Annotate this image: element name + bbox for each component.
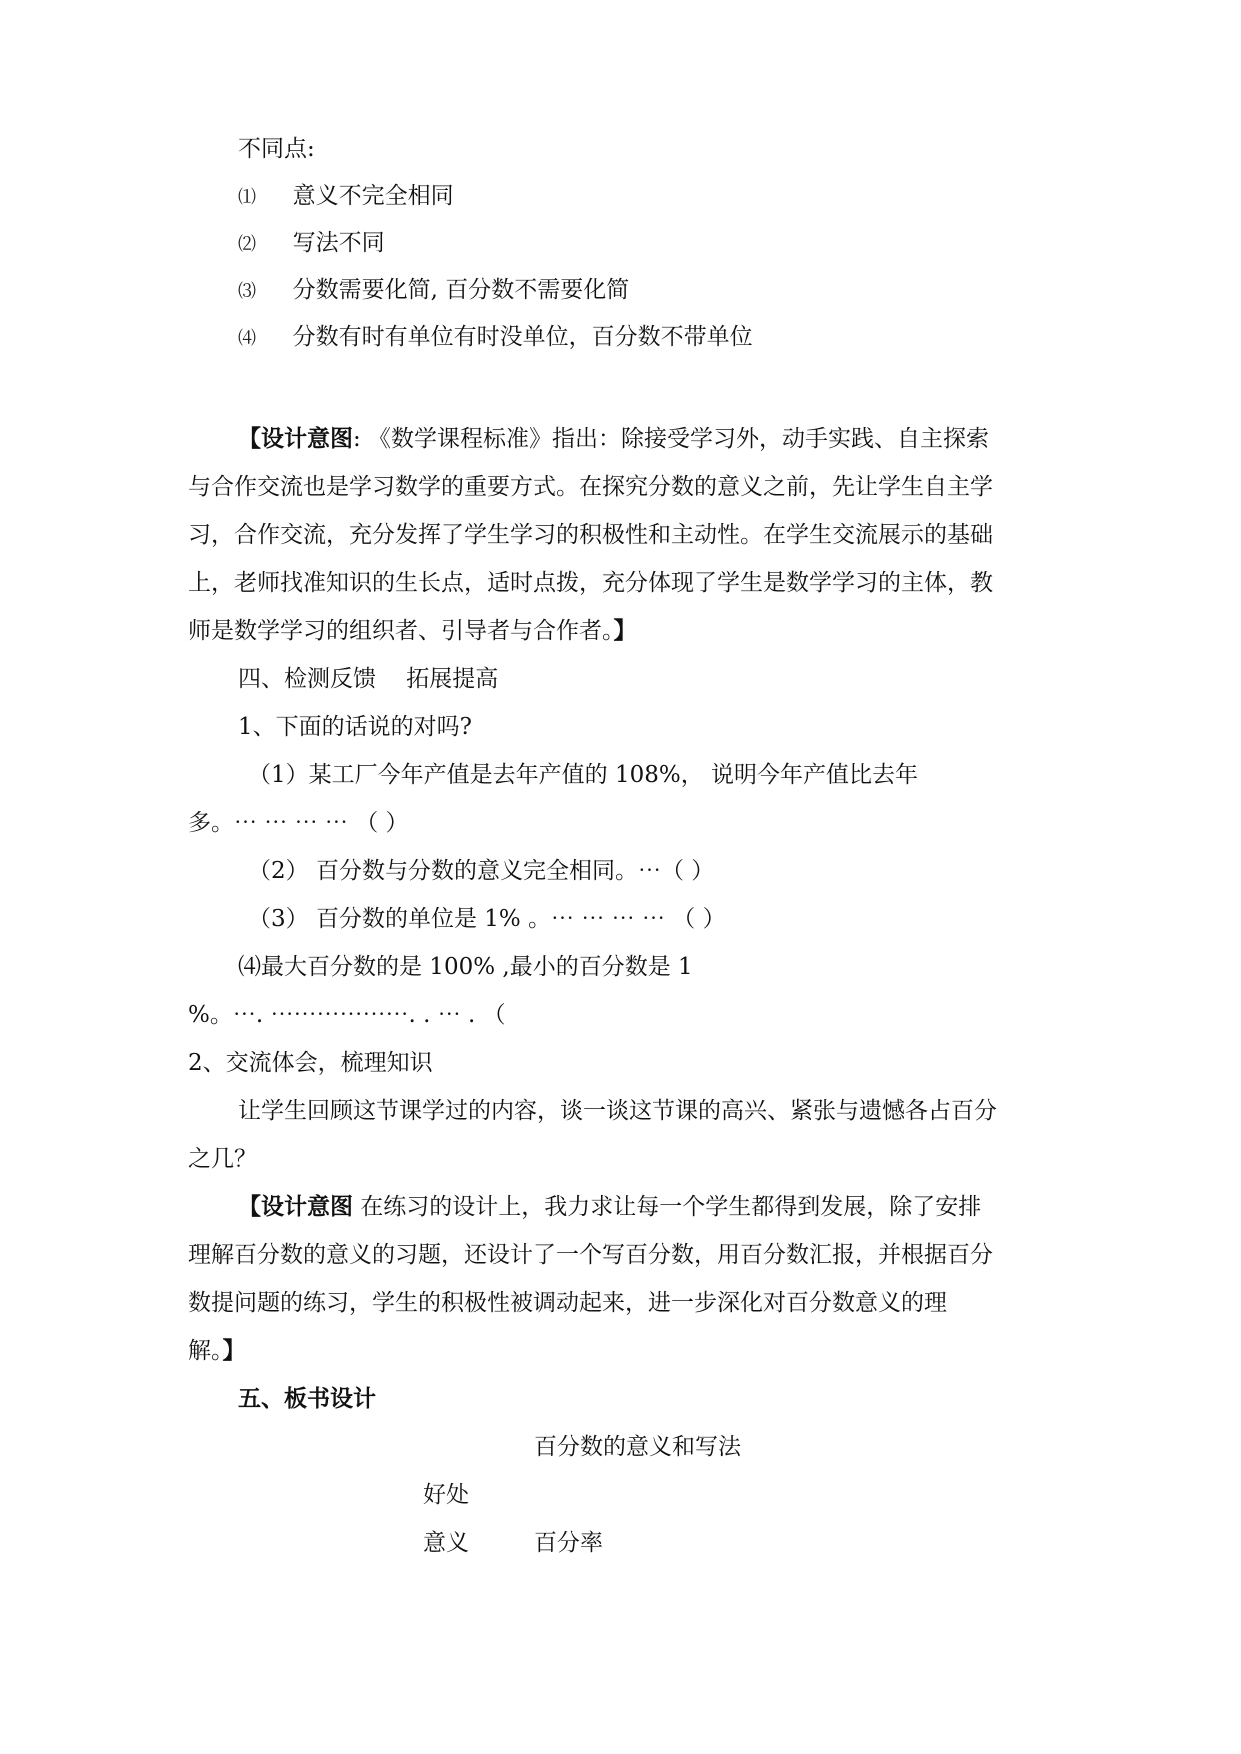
design1-close: 】 [613, 617, 637, 644]
q1a-line-2: 多。⋯ ⋯ ⋯ ⋯ （ ） [188, 810, 409, 836]
q2-line-1: 让学生回顾这节课学过的内容，谈一谈这节课的高兴、紧张与遗憾各占百分 [238, 1098, 997, 1124]
board-title: 百分数的意义和写法 [534, 1434, 741, 1460]
section5-title: 五、板书设计 [238, 1385, 376, 1412]
design2-close: 】 [222, 1337, 246, 1364]
diff-item-1-num: ⑴ [238, 187, 256, 208]
design2-text-1: 在练习的设计上，我力求让每一个学生都得到发展，除了安排 [353, 1194, 982, 1220]
design2-line-1 [238, 1192, 981, 1222]
design2-line-3: 数提问题的练习，学生的积极性被调动起来，进一步深化对百分数意义的理 [188, 1290, 947, 1316]
q2-line-2: 之几？ [188, 1146, 257, 1172]
diff-item-3-num: ⑶ [238, 281, 256, 302]
q1d-line-1: ⑷最大百分数的是 100% ,最小的百分数是 1 [238, 954, 693, 980]
diff-item-2-text: 写法不同 [292, 230, 385, 256]
design1-text-1: : 《数学课程标准》指出：除接受学习外，动手实践、自主探索 [353, 426, 990, 452]
diff-item-2-num: ⑵ [238, 234, 256, 255]
design1-line-3: 习，合作交流，充分发挥了学生学习的积极性和主动性。在学生交流展示的基础 [188, 522, 993, 548]
design2-line-2: 理解百分数的意义的习题，还设计了一个写百分数，用百分数汇报，并根据百分 [188, 1242, 993, 1268]
diff-item-3-text: 分数需要化简, 百分数不需要化简 [292, 277, 630, 303]
diff-item-1 [238, 181, 454, 211]
board-item-benefit: 好处 [423, 1482, 469, 1508]
q1d-line-2: %。⋯. ⋯⋯⋯⋯⋯⋯. . ⋯ . （ [188, 1002, 506, 1028]
design1-text-5: 师是数学学习的组织者、引导者与合作者。 [188, 618, 614, 644]
design2-label: 【设计意图 [238, 1193, 353, 1220]
diff-item-4-num: ⑷ [238, 328, 256, 349]
q2-title: 2、交流体会，梳理知识 [188, 1050, 433, 1076]
diff-item-4 [238, 322, 753, 352]
q1-title: 1、下面的话说的对吗? [238, 714, 472, 740]
diff-item-4-text: 分数有时有单位有时没单位，百分数不带单位 [292, 324, 753, 350]
diff-item-3 [238, 275, 629, 305]
q1c: （3） 百分数的单位是 1% 。⋯ ⋯ ⋯ ⋯ （ ） [248, 906, 726, 932]
diff-heading: 不同点: [238, 136, 315, 162]
board-item-meaning: 意义 [423, 1530, 469, 1556]
board-item-rate: 百分率 [534, 1530, 603, 1556]
section4-title: 四、检测反馈 拓展提高 [238, 666, 499, 692]
design1-line-4: 上，老师找准知识的生长点，适时点拨，充分体现了学生是数学学习的主体，教 [188, 570, 993, 596]
diff-item-1-text: 意义不完全相同 [292, 183, 454, 209]
design2-line-4 [188, 1336, 246, 1366]
diff-item-2 [238, 228, 385, 258]
design1-line-2: 与合作交流也是学习数学的重要方式。在探究分数的意义之前，先让学生自主学 [188, 474, 993, 500]
q1b: （2） 百分数与分数的意义完全相同。⋯（ ） [248, 858, 715, 884]
design1-label: 【设计意图 [238, 425, 353, 452]
q1a-line-1: （1）某工厂今年产值是去年产值的 108%， 说明今年产值比去年 [248, 762, 919, 788]
design1-line-5 [188, 616, 637, 646]
design1-line-1 [238, 424, 989, 454]
design2-text-4: 解。 [188, 1338, 223, 1364]
